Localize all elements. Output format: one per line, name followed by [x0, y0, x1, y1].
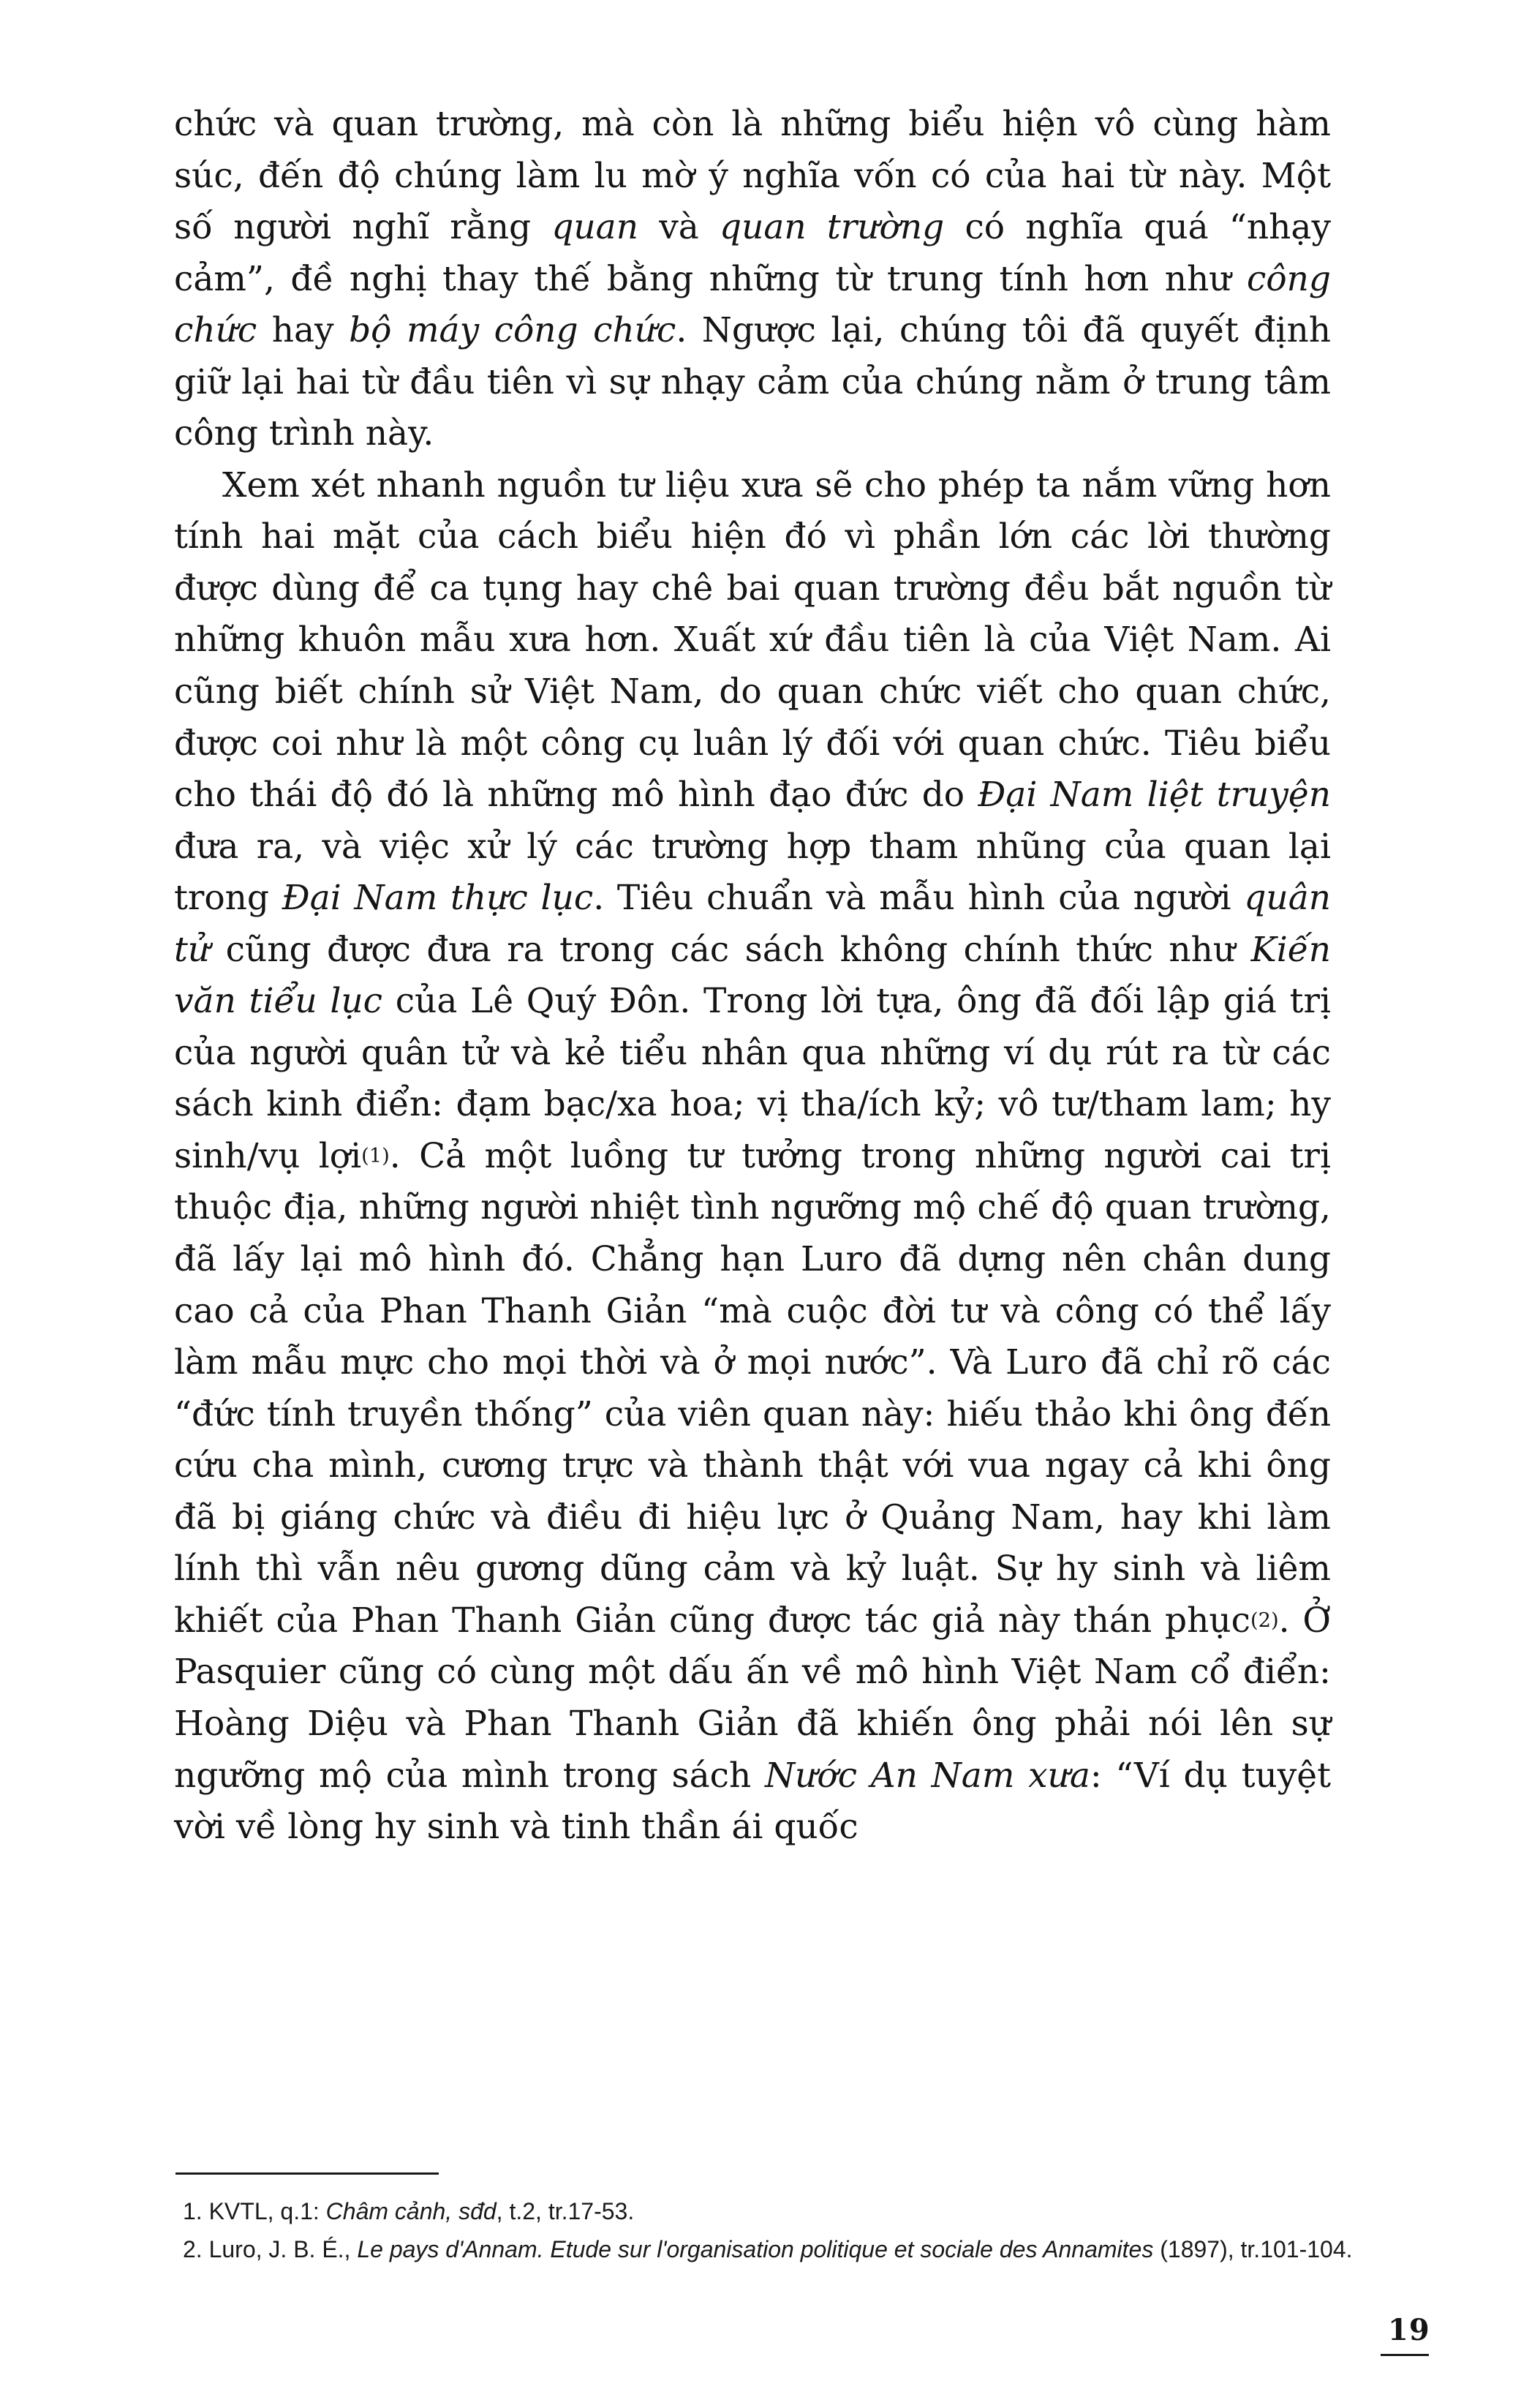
body-text — [174, 99, 1331, 1854]
footnotes — [183, 2194, 1353, 2270]
footnote-1 — [183, 2194, 1353, 2228]
italic-text: Kiến văn tiểu lục — [174, 929, 1331, 1022]
italic-text: quan — [551, 207, 638, 248]
text-run: của Lê Quý Đôn. Trong lời tựa, ông đã đối lập giá trị của người quân tử và kẻ tiểu nhân qua những ví dụ rút ra từ các sách kinh điển: đạm bạc/xa hoa; vị tha/ích kỷ; vô tư/tham lam; hy sinh/vụ lợi — [174, 981, 1332, 1176]
text-run: : “Ví dụ tuyệt vời về lòng hy sinh và tinh thần ái quốc — [174, 1755, 1332, 1848]
italic-text: Đại Nam thực lục — [282, 878, 594, 919]
italic-text: bộ máy công chức — [349, 310, 676, 351]
text-run: . Cả một luồng tư tưởng trong những người cai trị thuộc địa, những người nhiệt tình ngưỡng mộ chế độ quan trường, đã lấy lại mô hình đó. Chẳng hạn Luro đã dựng nên chân dung cao cả của Phan Thanh Giản “mà cuộc đời tư và công có thể lấy làm mẫu mực cho mọi thời và ở mọi nước”. Và Luro đã chỉ rõ các “đức tính truyền thống” của viên quan này: hiếu thảo khi ông đến cứu cha mình, cương trực và thành thật với vua ngay cả khi ông đã bị giáng chức và điều đi hiệu lực ở Quảng Nam, hay khi làm lính thì vẫn nêu gương dũng cảm và kỷ luật. Sự hy sinh và liêm khiết của Phan Thanh Giản cũng được tác giả này thán phục — [174, 1135, 1331, 1641]
italic-text: Le pays d'Annam. Etude sur l'organisation politique et sociale des Annamites — [357, 2236, 1154, 2262]
page-number: 19 — [1388, 2313, 1430, 2347]
text-run: , t.2, tr.17-53. — [496, 2198, 635, 2224]
text-run: 2. Luro, J. B. É., — [183, 2236, 358, 2262]
text-run: cũng được đưa ra trong các sách không chính thức như — [210, 929, 1251, 970]
italic-text: quân tử — [174, 878, 1331, 970]
paragraph-2 — [174, 460, 1331, 1854]
text-run: . Ngược lại, chúng tôi đã quyết định giữ lại hai từ đầu tiên vì sự nhạy cảm của chúng nằm ở trung tâm công trình này. — [174, 310, 1331, 454]
text-run: đưa ra, và việc xử lý các trường hợp tham nhũng của quan lại trong — [174, 826, 1331, 919]
text-run: (1897), tr.101-104. — [1153, 2236, 1353, 2262]
italic-text: công chức — [174, 258, 1331, 351]
text-run: hay — [257, 310, 350, 351]
footnote-ref: (1) — [361, 1145, 390, 1168]
footnote-ref: (2) — [1250, 1609, 1279, 1633]
footnote-2 — [183, 2232, 1353, 2266]
text-run: . Ở Pasquier cũng có cùng một dấu ấn về mô hình Việt Nam cổ điển: Hoàng Diệu và Phan Thanh Giản đã khiến ông phải nói lên sự ngưỡng mộ của mình trong sách — [174, 1600, 1331, 1796]
italic-text: Châm cảnh, sđd — [325, 2198, 497, 2224]
text-run: và — [638, 207, 720, 248]
text-run: Xem xét nhanh nguồn tư liệu xưa sẽ cho phép ta nắm vững hơn tính hai mặt của cách biểu hiện đó vì phần lớn các lời thường được dùng để ca tụng hay chê bai quan trường đều bắt nguồn từ những khuôn mẫu xưa hơn. Xuất xứ đầu tiên là của Việt Nam. Ai cũng biết chính sử Việt Nam, do quan chức viết cho quan chức, được coi như là một công cụ luân lý đối với quan chức. Tiêu biểu cho thái độ đó là những mô hình đạo đức do — [174, 464, 1331, 816]
italic-text: quan trường — [720, 207, 945, 248]
footnote-separator — [176, 2172, 439, 2175]
text-run: . Tiêu chuẩn và mẫu hình của người — [593, 878, 1245, 919]
italic-text: Nước An Nam xưa — [765, 1755, 1090, 1796]
paragraph-1 — [174, 99, 1331, 460]
text-run: 1. KVTL, q.1: — [183, 2198, 326, 2224]
italic-text: Đại Nam liệt truyện — [978, 775, 1331, 816]
text-run: có nghĩa quá “nhạy cảm”, đề nghị thay thế bằng những từ trung tính hơn như — [174, 207, 1331, 299]
text-run: chức và quan trường, mà còn là những biểu hiện vô cùng hàm súc, đến độ chúng làm lu mờ ý nghĩa vốn có của hai từ này. Một số người nghĩ rằng — [174, 104, 1331, 248]
page-number-underline — [1381, 2354, 1429, 2356]
